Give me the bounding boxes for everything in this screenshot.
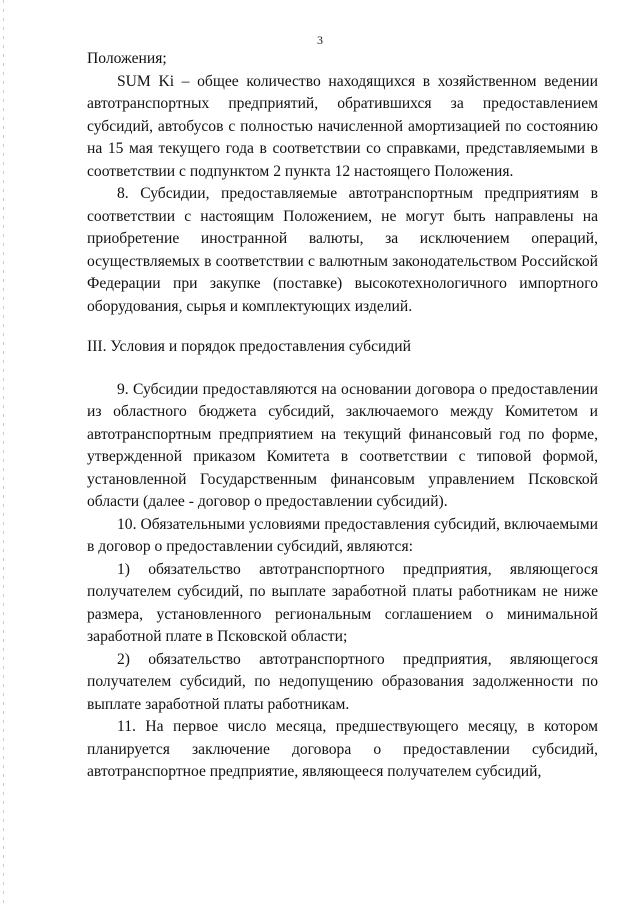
paragraph-8: 8. Субсидии, предоставляемые автотранспортным предприятиям в соответствии с настоящим Положением, не могут быть направлены на приобретение иностранной валюты, за исключением операций, осуществляемых в соответствии с валютным законодательством Российской Федерации при закупке (поставке) высокотехнологичного импортного оборудования, сырья и комплектующих изделий. xyxy=(87,185,598,315)
document-body xyxy=(87,48,598,784)
paragraph-11: 11. На первое число месяца, предшествующего месяцу, в котором планируется заключение договора о предоставлении субсидий, автотранспортное предприятие, являющееся получателем субсидий, xyxy=(87,718,598,780)
page-number: 3 xyxy=(317,33,323,47)
paragraph-sum-ki: SUM Ki – общее количество находящихся в хозяйственном ведении автотранспортных предприятий, обратившихся за предоставлением субсидий, автобусов с полностью начисленной амортизацией по состоянию на 15 мая текущего года в соответствии со справками, представляемыми в соответствии с подпунктом 2 пункта 12 настоящего Положения. xyxy=(87,72,598,180)
paragraph-9: 9. Субсидии предоставляются на основании договора о предоставлении из областного бюджета субсидий, заключаемого между Комитетом и автотранспортным предприятием на текущий финансовый год по форме, утвержденной приказом Комитета в соответствии с типовой формой, установленной Государственным финансовым управлением Псковской области (далее - договор о предоставлении субсидий). xyxy=(87,380,598,510)
paragraph-10-item-1: 1) обязательство автотранспортного предприятия, являющегося получателем субсидий, по выплате заработной платы работникам не ниже размера, установленного региональным соглашением о минимальной заработной плате в Псковской области; xyxy=(87,560,598,645)
scan-edge xyxy=(3,0,4,905)
section-heading-3: III. Условия и порядок предоставления субсидий xyxy=(87,338,411,355)
paragraph-10-item-2: 2) обязательство автотранспортного предприятия, являющегося получателем субсидий, по недопущению образования задолженности по выплате заработной платы работникам. xyxy=(87,650,598,713)
paragraph-10: 10. Обязательными условиями предоставления субсидий, включаемыми в договор о предоставлении субсидий, являются: xyxy=(87,515,598,555)
paragraph-continuation: Положения; xyxy=(87,50,167,67)
